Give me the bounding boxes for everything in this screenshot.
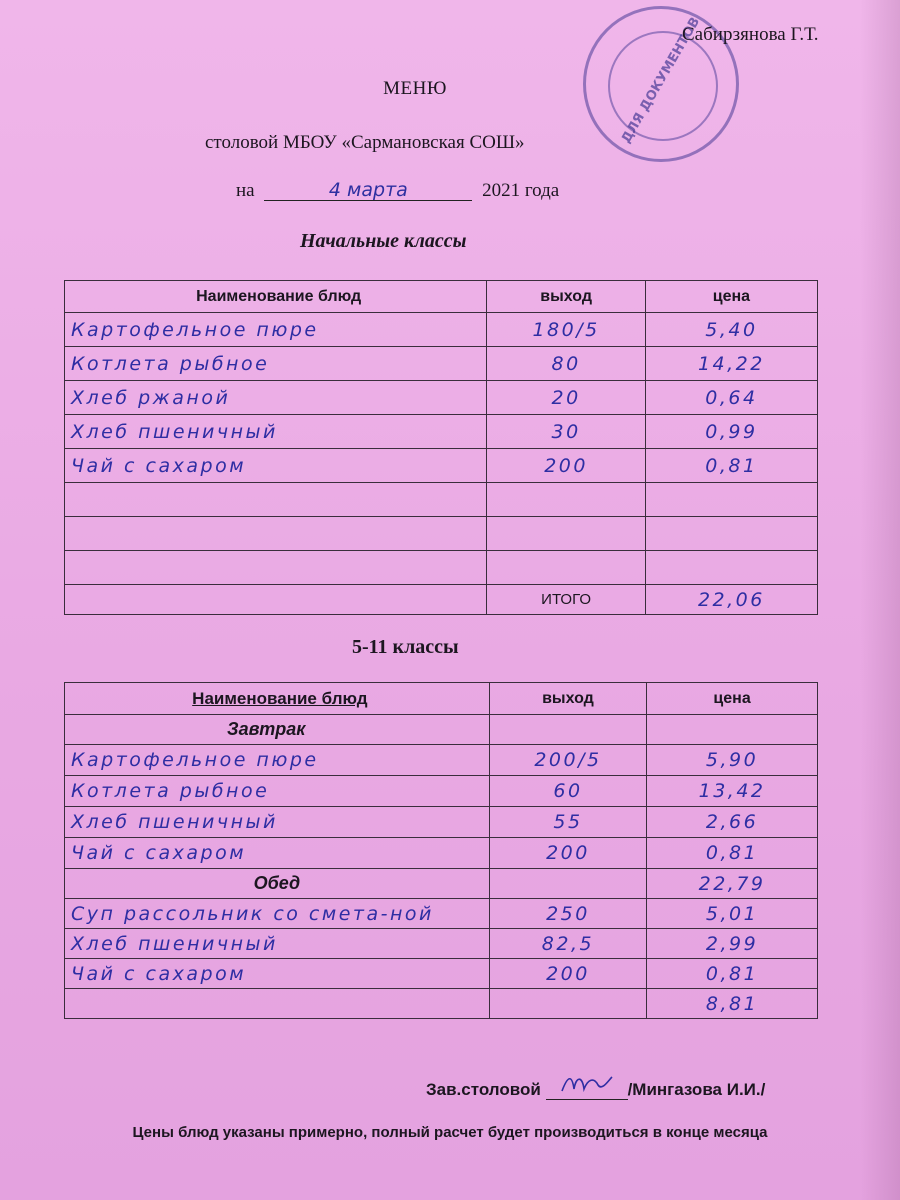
dish-name-cell: Картофельное пюре: [65, 745, 490, 776]
senior-menu-table: [64, 682, 818, 1019]
price-cell: 0,81: [647, 959, 818, 989]
head-label: Зав.столовой: [426, 1080, 541, 1099]
price-cell: [645, 483, 817, 517]
dish-name-cell: Суп рассольник со смета-ной: [65, 899, 490, 929]
price-cell: 13,42: [647, 776, 818, 807]
output-cell: 80: [487, 347, 646, 381]
handwritten-signature: [558, 1071, 614, 1097]
dish-name-cell: Котлета рыбное: [65, 776, 490, 807]
dish-name-cell: Хлеб пшеничный: [65, 929, 490, 959]
dish-name-cell: Хлеб пшеничный: [65, 415, 487, 449]
primary-menu-table: [64, 280, 818, 615]
output-cell: 200: [489, 959, 646, 989]
dish-name-cell: Чай с сахаром: [65, 838, 490, 869]
table-row: [65, 959, 818, 989]
total-label: ИТОГО: [487, 585, 646, 615]
section-title-primary: Начальные классы: [300, 230, 467, 252]
col-price: цена: [647, 683, 818, 715]
empty-cell: [647, 715, 818, 745]
price-cell: 0,64: [645, 381, 817, 415]
price-cell: [645, 551, 817, 585]
total-spacer: [65, 585, 487, 615]
empty-cell: [489, 989, 646, 1019]
price-cell: 5,90: [647, 745, 818, 776]
price-cell: 0,99: [645, 415, 817, 449]
price-cell: 5,40: [645, 313, 817, 347]
col-output: выход: [489, 683, 646, 715]
table-row: [65, 899, 818, 929]
col-dish-name: Наименование блюд: [65, 281, 487, 313]
output-cell: 55: [489, 807, 646, 838]
price-cell: 5,01: [647, 899, 818, 929]
breakfast-total: 22,79: [647, 869, 818, 899]
col-dish-name: Наименование блюд: [65, 683, 490, 715]
table-header-row: [65, 281, 818, 313]
output-cell: 200: [487, 449, 646, 483]
output-cell: 60: [489, 776, 646, 807]
table-row: [65, 381, 818, 415]
col-output: выход: [487, 281, 646, 313]
signature-line: [426, 1080, 765, 1100]
date-handwritten: 4 марта: [264, 181, 472, 201]
total-value: 22,06: [645, 585, 817, 615]
date-suffix: 2021 года: [482, 180, 560, 201]
total-row: [65, 585, 818, 615]
output-cell: 200: [489, 838, 646, 869]
table-row: [65, 449, 818, 483]
menu-title: МЕНЮ: [383, 78, 447, 99]
output-cell: 250: [489, 899, 646, 929]
empty-cell: [489, 715, 646, 745]
lunch-label: Обед: [65, 869, 490, 899]
table-row: [65, 551, 818, 585]
price-cell: 2,99: [647, 929, 818, 959]
signature-blank: [546, 1081, 628, 1100]
output-cell: [487, 483, 646, 517]
approver-name: Сабирзянова Г.Т.: [682, 24, 819, 45]
dish-name-cell: Чай с сахаром: [65, 449, 487, 483]
date-prefix: на: [236, 180, 255, 201]
stamp-text: ДЛЯ ДОКУМЕНТОВ: [618, 14, 704, 147]
table-row: [65, 313, 818, 347]
canteen-name: столовой МБОУ «Сармановская СОШ»: [205, 132, 525, 153]
section-title-senior: 5-11 классы: [352, 636, 459, 658]
head-name: /Мингазова И.И./: [627, 1080, 766, 1099]
page-edge-shadow: [860, 0, 900, 1200]
dish-name-cell: [65, 551, 487, 585]
table-row: [65, 415, 818, 449]
breakfast-label-row: [65, 715, 818, 745]
table-row: [65, 838, 818, 869]
table-row: [65, 929, 818, 959]
dish-name-cell: Чай с сахаром: [65, 959, 490, 989]
dish-name-cell: Котлета рыбное: [65, 347, 487, 381]
output-cell: [487, 517, 646, 551]
price-cell: 2,66: [647, 807, 818, 838]
price-cell: 0,81: [647, 838, 818, 869]
table-row: [65, 483, 818, 517]
lunch-label-row: [65, 869, 818, 899]
table-row: [65, 347, 818, 381]
pricing-note: Цены блюд указаны примерно, полный расчет будет производиться в конце месяца: [132, 1124, 768, 1141]
output-cell: 30: [487, 415, 646, 449]
output-cell: 180/5: [487, 313, 646, 347]
output-cell: 82,5: [489, 929, 646, 959]
price-cell: 14,22: [645, 347, 817, 381]
output-cell: 200/5: [489, 745, 646, 776]
empty-cell: [489, 869, 646, 899]
output-cell: 20: [487, 381, 646, 415]
dish-name-cell: Хлеб пшеничный: [65, 807, 490, 838]
dish-name-cell: Картофельное пюре: [65, 313, 487, 347]
col-price: цена: [645, 281, 817, 313]
table-row: [65, 517, 818, 551]
price-cell: [645, 517, 817, 551]
lunch-total-row: [65, 989, 818, 1019]
empty-cell: [65, 989, 490, 1019]
menu-date: [236, 180, 559, 202]
table-row: [65, 776, 818, 807]
table-row: [65, 745, 818, 776]
breakfast-label: Завтрак: [65, 715, 490, 745]
dish-name-cell: [65, 483, 487, 517]
output-cell: [487, 551, 646, 585]
table-row: [65, 807, 818, 838]
price-cell: 0,81: [645, 449, 817, 483]
dish-name-cell: [65, 517, 487, 551]
lunch-total: 8,81: [647, 989, 818, 1019]
dish-name-cell: Хлеб ржаной: [65, 381, 487, 415]
table-header-row: [65, 683, 818, 715]
